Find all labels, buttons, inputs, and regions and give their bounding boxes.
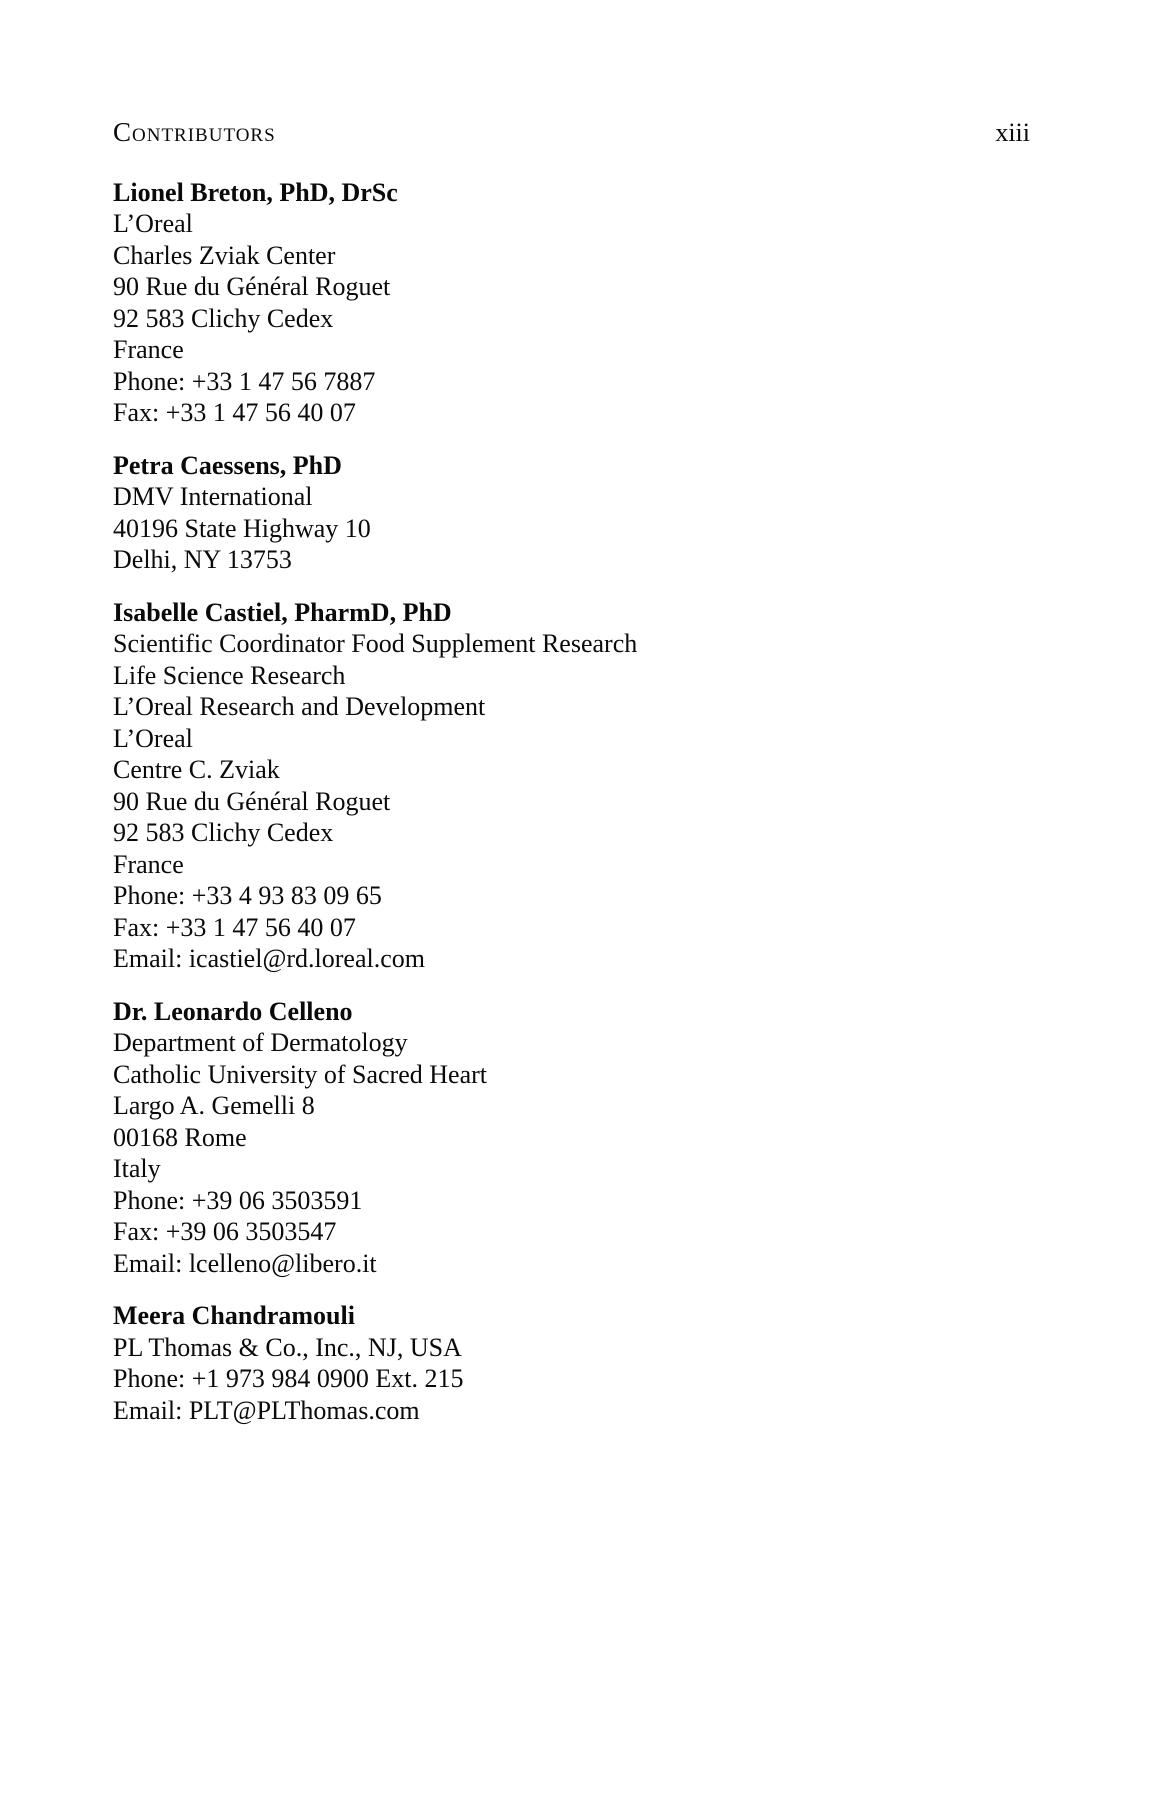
contributor-detail-line: Life Science Research [113, 660, 346, 690]
contributor-name: Petra Caessens, PhD [113, 450, 342, 480]
contributor-entry [113, 996, 1030, 1280]
contributor-detail-line: Phone: +1 973 984 0900 Ext. 215 [113, 1364, 464, 1394]
contributor-detail-line: Phone: +33 1 47 56 7887 [113, 366, 376, 396]
contributor-name: Meera Chandramouli [113, 1301, 355, 1331]
contributor-list [113, 177, 1030, 1427]
contributor-detail-line: PL Thomas & Co., Inc., NJ, USA [113, 1332, 462, 1362]
contributor-detail-line: Phone: +39 06 3503591 [113, 1185, 363, 1215]
contributor-detail-line: L’Oreal [113, 723, 193, 753]
page-header [113, 118, 1030, 148]
contributor-detail-line: 90 Rue du Général Roguet [113, 786, 391, 816]
contributor-detail-line: Department of Dermatology [113, 1028, 408, 1058]
contributor-detail-line: 40196 State Highway 10 [113, 513, 371, 543]
contributor-detail-line: France [113, 335, 184, 365]
contributor-detail-line: Centre C. Zviak [113, 755, 280, 785]
contributor-detail-line: Fax: +33 1 47 56 40 07 [113, 398, 356, 428]
contributor-entry [113, 450, 1030, 576]
contributor-detail-line: L’Oreal [113, 209, 193, 239]
contributor-detail-line: Email: PLT@PLThomas.com [113, 1395, 420, 1425]
contributor-detail-line: Italy [113, 1154, 161, 1184]
contributor-detail-line: Phone: +33 4 93 83 09 65 [113, 881, 382, 911]
contributor-detail-line: Catholic University of Sacred Heart [113, 1059, 487, 1089]
contributor-entry [113, 1300, 1030, 1426]
contributor-detail-line: Largo A. Gemelli 8 [113, 1091, 315, 1121]
contributor-detail-line: Charles Zviak Center [113, 240, 336, 270]
contributor-detail-line: Scientific Coordinator Food Supplement Research [113, 629, 638, 659]
contributor-detail-line: 90 Rue du Général Roguet [113, 272, 391, 302]
contributor-entry [113, 177, 1030, 429]
contributor-detail-line: L’Oreal Research and Development [113, 692, 486, 722]
contributor-detail-line: Delhi, NY 13753 [113, 545, 292, 575]
contributor-detail-line: Fax: +33 1 47 56 40 07 [113, 912, 356, 942]
running-head: Contributors [113, 117, 276, 147]
contributor-detail-line: Fax: +39 06 3503547 [113, 1217, 337, 1247]
contributor-detail-line: France [113, 849, 184, 879]
contributor-detail-line: 92 583 Clichy Cedex [113, 818, 334, 848]
contributor-detail-line: 92 583 Clichy Cedex [113, 303, 334, 333]
contributor-detail-line: Email: lcelleno@libero.it [113, 1248, 377, 1278]
contributor-name: Dr. Leonardo Celleno [113, 996, 353, 1026]
contributor-name: Lionel Breton, PhD, DrSc [113, 177, 398, 207]
contributor-entry [113, 597, 1030, 975]
contributor-detail-line: Email: icastiel@rd.loreal.com [113, 944, 425, 974]
contributor-name: Isabelle Castiel, PharmD, PhD [113, 597, 452, 627]
page-number: xiii [995, 118, 1030, 147]
contributor-detail-line: DMV International [113, 482, 313, 512]
contributor-detail-line: 00168 Rome [113, 1122, 247, 1152]
